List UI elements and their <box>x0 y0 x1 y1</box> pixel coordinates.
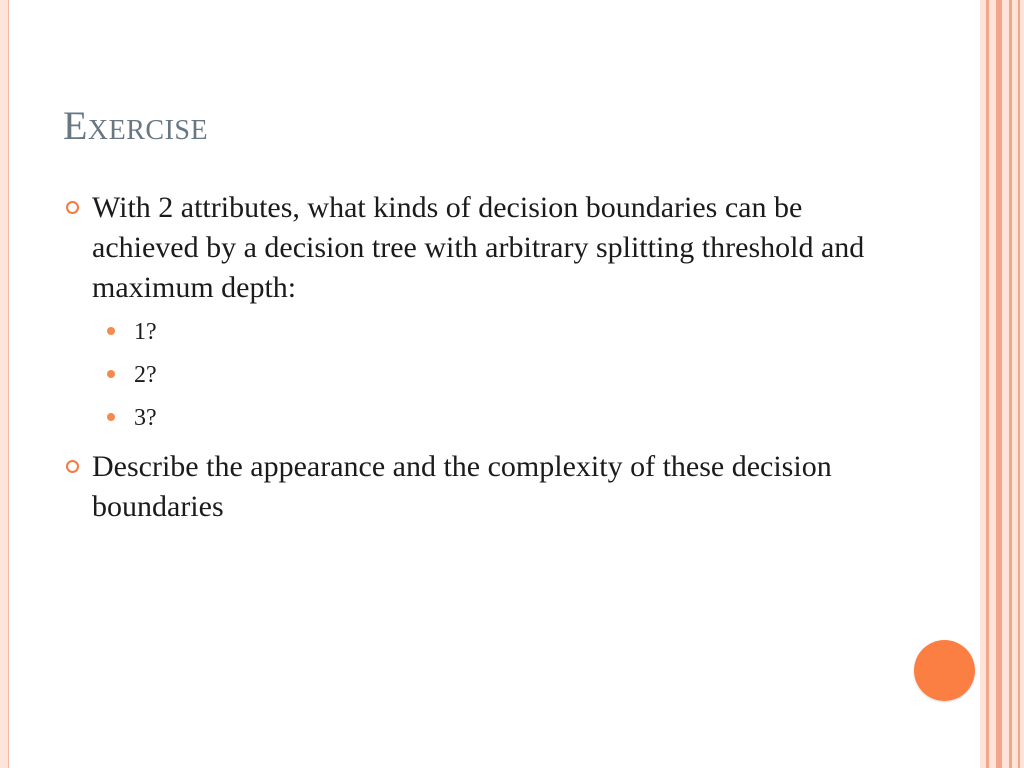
sub-bullet-text: 2? <box>134 362 157 388</box>
dot-bullet-icon <box>107 370 115 378</box>
bullet-item <box>64 188 894 308</box>
sub-bullet-item <box>64 318 894 346</box>
left-border-decoration <box>0 0 8 768</box>
sub-bullet-list <box>64 318 894 432</box>
bullet-item <box>64 447 894 527</box>
sub-bullet-text: 3? <box>134 405 157 431</box>
bullet-text: Describe the appearance and the complexity of these decision boundaries <box>92 450 832 523</box>
orange-circle-decoration <box>914 640 975 701</box>
right-stripes-decoration <box>980 0 1024 768</box>
sub-bullet-item <box>64 361 894 389</box>
bullet-text: With 2 attributes, what kinds of decision boundaries can be achieved by a decision tree with arbitrary splitting threshold and maximum depth: <box>92 191 865 304</box>
slide-content <box>64 188 894 533</box>
ring-bullet-icon <box>66 201 79 214</box>
sub-bullet-item <box>64 404 894 432</box>
sub-bullet-text: 1? <box>134 319 157 345</box>
slide-title: Exercise <box>63 103 209 148</box>
stripe <box>986 0 989 768</box>
dot-bullet-icon <box>107 327 115 335</box>
stripe <box>1009 0 1012 768</box>
stripe <box>996 0 1002 768</box>
ring-bullet-icon <box>66 460 79 473</box>
dot-bullet-icon <box>107 413 115 421</box>
stripe <box>1018 0 1020 768</box>
